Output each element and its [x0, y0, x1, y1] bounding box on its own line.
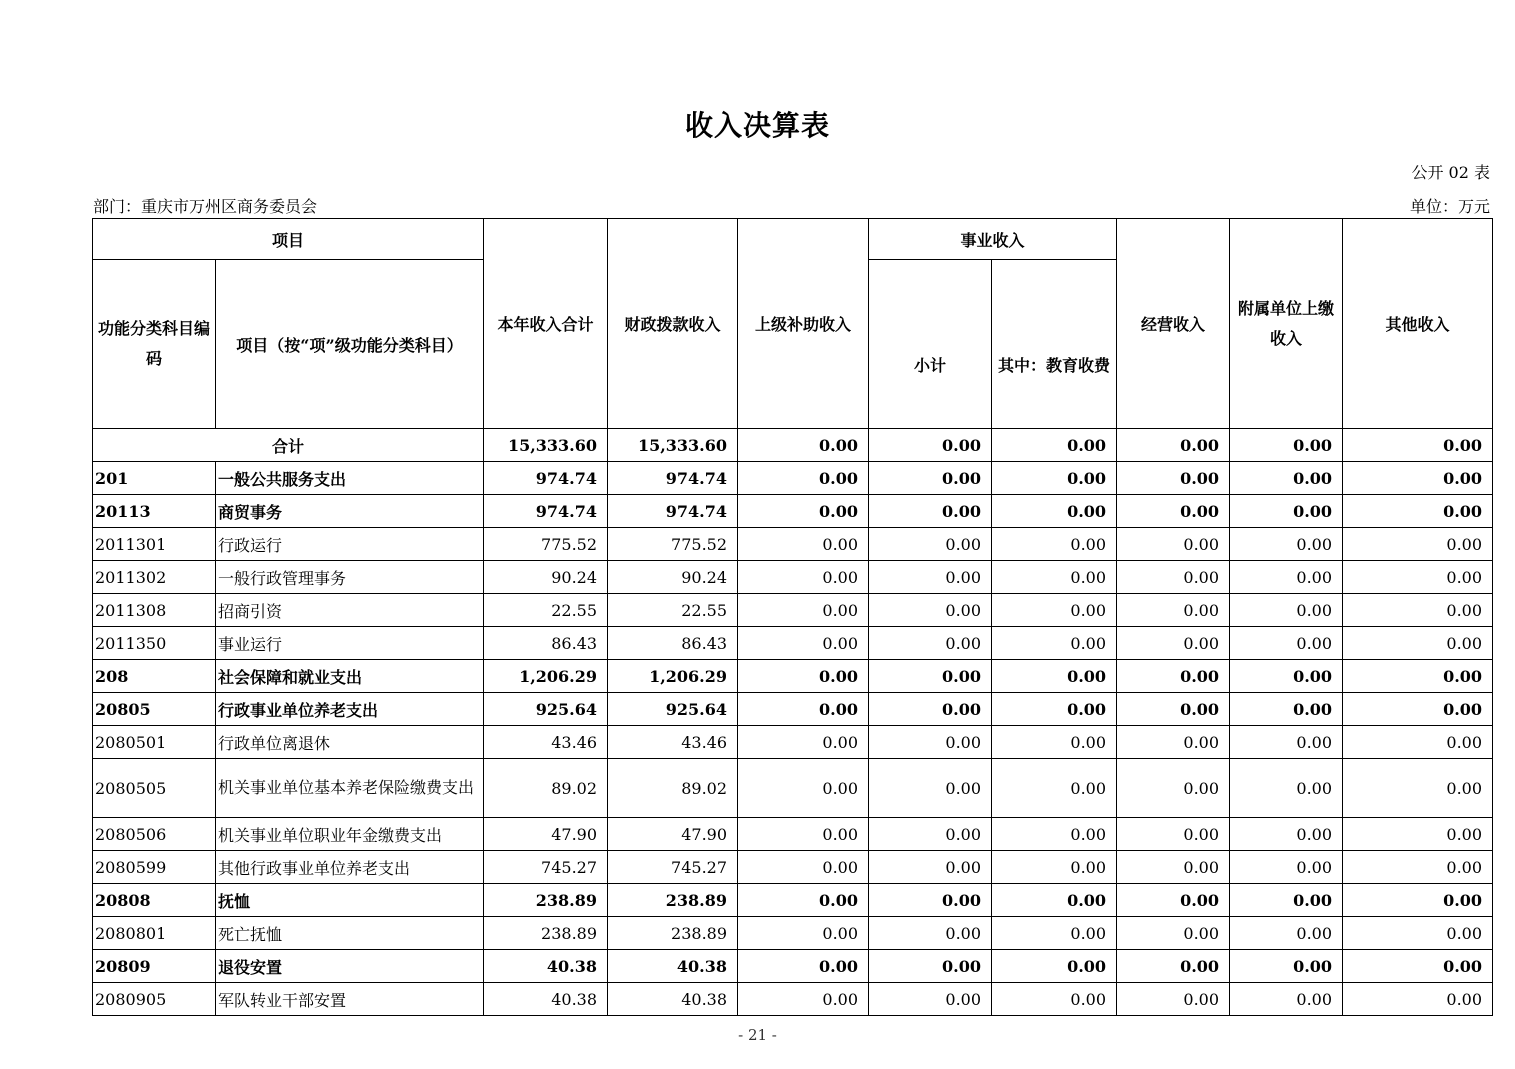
row-value: 0.00 [1117, 851, 1230, 884]
row-value: 0.00 [869, 495, 992, 528]
row-value: 0.00 [1117, 759, 1230, 818]
row-value: 0.00 [738, 660, 869, 693]
row-code: 2011350 [93, 627, 216, 660]
row-value: 0.00 [738, 851, 869, 884]
row-value: 925.64 [608, 693, 738, 726]
header-total-income: 本年收入合计 [484, 219, 608, 429]
row-value: 40.38 [484, 983, 608, 1016]
row-value: 0.00 [738, 917, 869, 950]
row-name: 退役安置 [216, 950, 484, 983]
row-value: 0.00 [869, 462, 992, 495]
row-value: 0.00 [869, 818, 992, 851]
row-value: 0.00 [992, 561, 1117, 594]
total-cell: 15,333.60 [484, 429, 608, 462]
row-value: 0.00 [1117, 561, 1230, 594]
table-row [93, 818, 1493, 851]
row-value: 0.00 [738, 462, 869, 495]
row-value: 22.55 [484, 594, 608, 627]
table-row [93, 759, 1493, 818]
row-value: 89.02 [608, 759, 738, 818]
department-label: 部门：重庆市万州区商务委员会 [93, 197, 318, 216]
table-row [93, 884, 1493, 917]
row-value: 0.00 [869, 594, 992, 627]
row-value: 0.00 [1230, 917, 1343, 950]
table-row [93, 561, 1493, 594]
row-value: 0.00 [1230, 462, 1343, 495]
row-value: 90.24 [608, 561, 738, 594]
row-value: 974.74 [608, 462, 738, 495]
row-value: 0.00 [1230, 660, 1343, 693]
header-item-name: 项目（按“项”级功能分类科目） [216, 260, 484, 429]
row-value: 0.00 [1343, 495, 1493, 528]
row-value: 0.00 [1343, 851, 1493, 884]
row-value: 0.00 [1343, 627, 1493, 660]
total-cell: 0.00 [869, 429, 992, 462]
row-value: 40.38 [484, 950, 608, 983]
row-value: 0.00 [1343, 950, 1493, 983]
row-value: 0.00 [1343, 818, 1493, 851]
row-value: 0.00 [738, 884, 869, 917]
row-value: 0.00 [992, 917, 1117, 950]
row-code: 2080905 [93, 983, 216, 1016]
row-code: 2011301 [93, 528, 216, 561]
row-value: 0.00 [1343, 561, 1493, 594]
row-value: 0.00 [1230, 950, 1343, 983]
table-row [93, 917, 1493, 950]
row-value: 0.00 [738, 627, 869, 660]
row-value: 0.00 [869, 759, 992, 818]
row-value: 974.74 [484, 495, 608, 528]
row-value: 0.00 [869, 528, 992, 561]
row-value: 89.02 [484, 759, 608, 818]
row-value: 0.00 [869, 917, 992, 950]
row-value: 0.00 [738, 818, 869, 851]
row-value: 0.00 [992, 660, 1117, 693]
row-value: 0.00 [738, 528, 869, 561]
row-value: 0.00 [869, 660, 992, 693]
row-value: 0.00 [869, 561, 992, 594]
row-value: 0.00 [992, 528, 1117, 561]
row-value: 238.89 [608, 917, 738, 950]
row-value: 0.00 [869, 983, 992, 1016]
row-value: 0.00 [869, 627, 992, 660]
row-code: 20809 [93, 950, 216, 983]
row-value: 0.00 [1117, 950, 1230, 983]
row-value: 0.00 [1230, 693, 1343, 726]
row-value: 0.00 [738, 983, 869, 1016]
row-value: 0.00 [869, 693, 992, 726]
row-value: 925.64 [484, 693, 608, 726]
row-name: 社会保障和就业支出 [216, 660, 484, 693]
row-value: 0.00 [738, 726, 869, 759]
row-value: 86.43 [484, 627, 608, 660]
row-value: 0.00 [1117, 462, 1230, 495]
table-row [93, 851, 1493, 884]
row-code: 2080506 [93, 818, 216, 851]
table-row [93, 950, 1493, 983]
total-cell: 0.00 [1230, 429, 1343, 462]
row-value: 0.00 [1343, 726, 1493, 759]
row-value: 0.00 [1230, 627, 1343, 660]
row-value: 0.00 [1117, 917, 1230, 950]
row-value: 0.00 [1230, 726, 1343, 759]
row-value: 0.00 [992, 594, 1117, 627]
total-label: 合计 [93, 429, 484, 462]
row-code: 2080801 [93, 917, 216, 950]
header-func-code: 功能分类科目编码 [93, 260, 216, 429]
row-code: 2080501 [93, 726, 216, 759]
table-row [93, 594, 1493, 627]
row-value: 0.00 [992, 726, 1117, 759]
row-value: 86.43 [608, 627, 738, 660]
row-value: 0.00 [1343, 660, 1493, 693]
header-superior: 上级补助收入 [738, 219, 869, 429]
row-value: 0.00 [1343, 759, 1493, 818]
row-code: 201 [93, 462, 216, 495]
table-row [93, 627, 1493, 660]
row-value: 745.27 [608, 851, 738, 884]
header-fiscal: 财政拨款收入 [608, 219, 738, 429]
table-row [93, 693, 1493, 726]
row-code: 2080599 [93, 851, 216, 884]
row-value: 90.24 [484, 561, 608, 594]
header-business: 事业收入 [869, 219, 1117, 260]
table-row [93, 983, 1493, 1016]
row-name: 一般公共服务支出 [216, 462, 484, 495]
row-value: 974.74 [484, 462, 608, 495]
row-value: 0.00 [1230, 818, 1343, 851]
row-value: 0.00 [1117, 884, 1230, 917]
row-value: 0.00 [1343, 693, 1493, 726]
row-value: 0.00 [992, 627, 1117, 660]
row-value: 0.00 [992, 950, 1117, 983]
header-affiliate: 附属单位上缴收入 [1230, 219, 1343, 429]
row-value: 0.00 [738, 950, 869, 983]
row-value: 0.00 [1117, 818, 1230, 851]
row-value: 1,206.29 [484, 660, 608, 693]
row-value: 0.00 [992, 495, 1117, 528]
row-value: 0.00 [1230, 495, 1343, 528]
row-value: 0.00 [738, 594, 869, 627]
income-table [92, 218, 1493, 1016]
row-name: 机关事业单位职业年金缴费支出 [216, 818, 484, 851]
row-value: 0.00 [992, 462, 1117, 495]
row-name: 行政单位离退休 [216, 726, 484, 759]
page-title: 收入决算表 [684, 109, 830, 142]
row-value: 0.00 [1230, 594, 1343, 627]
row-value: 40.38 [608, 950, 738, 983]
row-value: 0.00 [1343, 983, 1493, 1016]
row-value: 0.00 [1117, 983, 1230, 1016]
row-name: 机关事业单位基本养老保险缴费支出 [216, 759, 484, 818]
page-number: - 21 - [738, 1026, 777, 1044]
row-value: 0.00 [1117, 627, 1230, 660]
row-value: 0.00 [992, 693, 1117, 726]
row-name: 事业运行 [216, 627, 484, 660]
row-code: 20113 [93, 495, 216, 528]
row-name: 一般行政管理事务 [216, 561, 484, 594]
row-value: 238.89 [484, 917, 608, 950]
row-name: 死亡抚恤 [216, 917, 484, 950]
total-cell: 0.00 [738, 429, 869, 462]
row-value: 47.90 [484, 818, 608, 851]
row-value: 0.00 [1117, 660, 1230, 693]
row-value: 40.38 [608, 983, 738, 1016]
total-cell: 0.00 [992, 429, 1117, 462]
row-name: 其他行政事业单位养老支出 [216, 851, 484, 884]
row-value: 0.00 [1230, 759, 1343, 818]
row-value: 0.00 [869, 726, 992, 759]
row-value: 974.74 [608, 495, 738, 528]
row-value: 0.00 [1343, 917, 1493, 950]
row-value: 745.27 [484, 851, 608, 884]
table-row [93, 528, 1493, 561]
row-value: 775.52 [608, 528, 738, 561]
total-cell: 15,333.60 [608, 429, 738, 462]
row-value: 0.00 [1230, 983, 1343, 1016]
row-value: 0.00 [1117, 495, 1230, 528]
row-value: 0.00 [869, 884, 992, 917]
table-row [93, 495, 1493, 528]
row-value: 0.00 [1117, 726, 1230, 759]
row-value: 43.46 [608, 726, 738, 759]
row-code: 2080505 [93, 759, 216, 818]
row-code: 2011308 [93, 594, 216, 627]
row-value: 0.00 [1343, 528, 1493, 561]
row-name: 行政事业单位养老支出 [216, 693, 484, 726]
row-name: 行政运行 [216, 528, 484, 561]
row-value: 0.00 [1343, 462, 1493, 495]
row-value: 47.90 [608, 818, 738, 851]
row-name: 招商引资 [216, 594, 484, 627]
row-name: 抚恤 [216, 884, 484, 917]
row-value: 0.00 [738, 495, 869, 528]
row-value: 0.00 [738, 759, 869, 818]
row-value: 1,206.29 [608, 660, 738, 693]
row-value: 0.00 [992, 884, 1117, 917]
row-value: 0.00 [738, 693, 869, 726]
row-value: 0.00 [1117, 528, 1230, 561]
unit-label: 单位：万元 [1409, 197, 1490, 216]
row-value: 0.00 [1230, 528, 1343, 561]
row-value: 238.89 [608, 884, 738, 917]
total-cell: 0.00 [1117, 429, 1230, 462]
row-value: 0.00 [1343, 594, 1493, 627]
total-cell: 0.00 [1343, 429, 1493, 462]
form-number: 公开 02 表 [1411, 163, 1490, 182]
row-code: 20808 [93, 884, 216, 917]
header-subtotal: 小计 [869, 260, 992, 429]
row-code: 20805 [93, 693, 216, 726]
row-name: 军队转业干部安置 [216, 983, 484, 1016]
row-value: 0.00 [1343, 884, 1493, 917]
row-value: 0.00 [1117, 693, 1230, 726]
header-other: 其他收入 [1343, 219, 1493, 429]
row-value: 0.00 [1230, 851, 1343, 884]
header-operating: 经营收入 [1117, 219, 1230, 429]
row-value: 0.00 [869, 851, 992, 884]
row-value: 0.00 [869, 950, 992, 983]
header-project: 项目 [93, 219, 484, 260]
table-row [93, 462, 1493, 495]
row-value: 43.46 [484, 726, 608, 759]
row-value: 0.00 [992, 983, 1117, 1016]
total-row [93, 429, 1493, 462]
row-value: 0.00 [1230, 884, 1343, 917]
row-value: 22.55 [608, 594, 738, 627]
row-value: 0.00 [1230, 561, 1343, 594]
row-value: 0.00 [738, 561, 869, 594]
row-value: 238.89 [484, 884, 608, 917]
row-value: 0.00 [1117, 594, 1230, 627]
row-name: 商贸事务 [216, 495, 484, 528]
row-value: 0.00 [992, 759, 1117, 818]
row-code: 2011302 [93, 561, 216, 594]
row-value: 775.52 [484, 528, 608, 561]
header-edu-fee: 其中：教育收费 [992, 260, 1117, 429]
row-value: 0.00 [992, 818, 1117, 851]
row-value: 0.00 [992, 851, 1117, 884]
table-row [93, 726, 1493, 759]
table-row [93, 660, 1493, 693]
row-code: 208 [93, 660, 216, 693]
